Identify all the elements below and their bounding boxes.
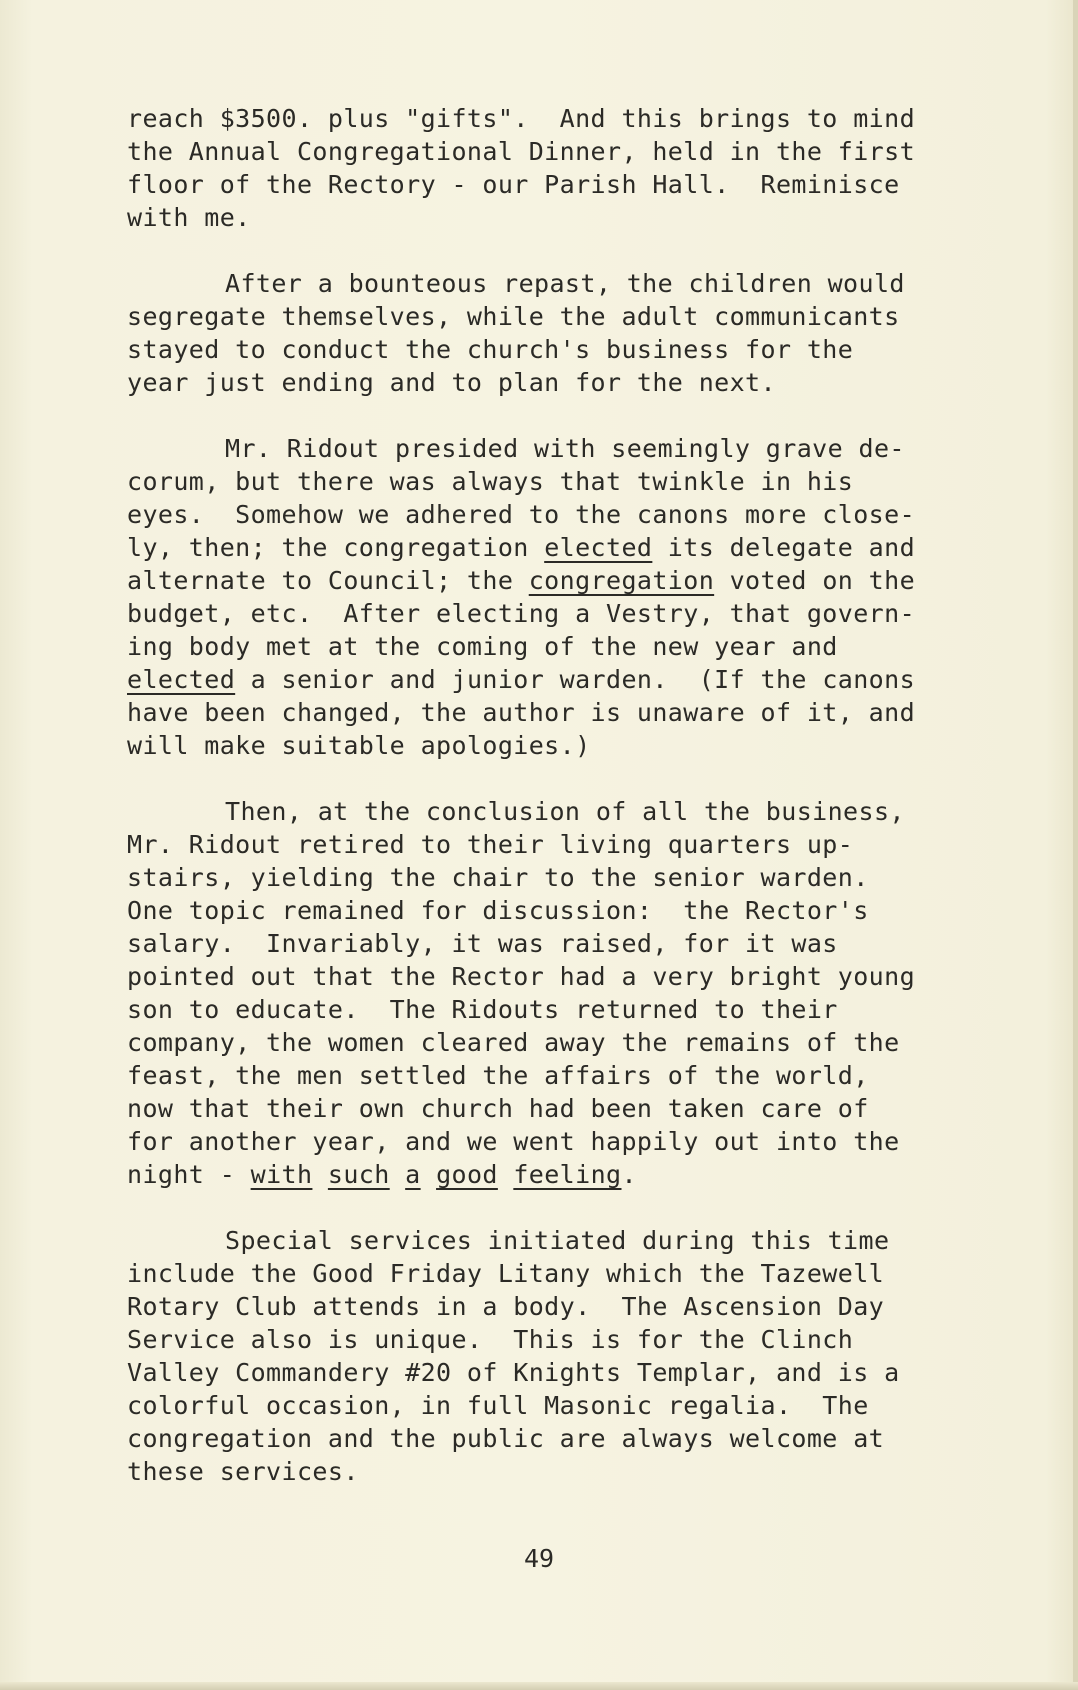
paragraph xyxy=(127,1224,987,1488)
text-run: eyes. Somehow we adhered to the canons more close- xyxy=(127,500,916,529)
text-line xyxy=(127,1026,987,1059)
text-line xyxy=(127,300,987,333)
underlined-word: with xyxy=(250,1160,313,1189)
text-line xyxy=(127,564,987,597)
text-line xyxy=(127,366,987,399)
underlined-word: a xyxy=(405,1160,421,1189)
text-run: for another year, and we went happily out into the xyxy=(127,1127,900,1156)
text-run xyxy=(498,1160,513,1189)
text-line xyxy=(127,1422,987,1455)
underlined-word: congregation xyxy=(528,566,715,595)
text-run: ing body met at the coming of the new year and xyxy=(127,632,838,661)
text-line xyxy=(127,894,987,927)
text-run: One topic remained for discussion: the Rector's xyxy=(127,896,869,925)
text-line xyxy=(127,465,987,498)
text-line xyxy=(127,696,987,729)
text-run: Valley Commandery #20 of Knights Templar, and is a xyxy=(127,1358,900,1387)
text-run xyxy=(421,1160,436,1189)
text-run: floor of the Rectory - our Parish Hall. Reminisce xyxy=(127,170,900,199)
text-run: night - xyxy=(127,1160,251,1189)
text-run: voted on the xyxy=(714,566,916,595)
text-run: stayed to conduct the church's business for the xyxy=(127,335,854,364)
text-line xyxy=(127,663,987,696)
underlined-word: feeling xyxy=(513,1160,622,1189)
text-run xyxy=(390,1160,405,1189)
text-run: have been changed, the author is unaware of it, and xyxy=(127,698,916,727)
text-run: these services. xyxy=(127,1457,359,1486)
text-run xyxy=(312,1160,327,1189)
text-line xyxy=(127,597,987,630)
text-line xyxy=(127,1158,987,1191)
text-line xyxy=(127,828,987,861)
paragraph xyxy=(127,795,987,1191)
text-run: . xyxy=(621,1160,637,1189)
text-run: year just ending and to plan for the next. xyxy=(127,368,776,397)
text-run: with me. xyxy=(127,203,251,232)
underlined-word: good xyxy=(436,1160,498,1189)
text-line xyxy=(127,432,987,465)
text-line xyxy=(127,729,987,762)
text-run: salary. Invariably, it was raised, for it was xyxy=(127,929,838,958)
text-run: colorful occasion, in full Masonic regalia. The xyxy=(127,1391,869,1420)
page-edge-right xyxy=(1073,0,1078,1690)
text-line xyxy=(127,795,987,828)
text-line xyxy=(127,333,987,366)
text-run: reach $3500. plus "gifts". And this brings to mind xyxy=(127,104,916,133)
paragraph xyxy=(127,432,987,762)
paragraph xyxy=(127,267,987,399)
text-run: pointed out that the Rector had a very bright young xyxy=(127,962,916,991)
text-run: will make suitable apologies.) xyxy=(127,731,591,760)
text-run: After a bounteous repast, the children would xyxy=(225,269,905,298)
text-line xyxy=(127,102,987,135)
text-run: Mr. Ridout retired to their living quarters up- xyxy=(127,830,854,859)
text-line xyxy=(127,498,987,531)
text-run: alternate to Council; the xyxy=(127,566,529,595)
text-run: son to educate. The Ridouts returned to their xyxy=(127,995,838,1024)
text-run: Rotary Club attends in a body. The Ascension Day xyxy=(127,1292,885,1321)
text-run: Mr. Ridout presided with seemingly grave de- xyxy=(225,434,905,463)
text-run: Then, at the conclusion of all the business, xyxy=(225,797,905,826)
text-line xyxy=(127,861,987,894)
paragraph xyxy=(127,102,987,234)
text-line xyxy=(127,1323,987,1356)
text-line xyxy=(127,927,987,960)
text-line xyxy=(127,1092,987,1125)
text-line xyxy=(127,993,987,1026)
text-line xyxy=(127,1290,987,1323)
text-run: budget, etc. After electing a Vestry, that govern- xyxy=(127,599,916,628)
text-line xyxy=(127,1224,987,1257)
text-run: stairs, yielding the chair to the senior warden. xyxy=(127,863,869,892)
text-run: ly, then; the congregation xyxy=(127,533,545,562)
text-line xyxy=(127,1257,987,1290)
text-run: Special services initiated during this time xyxy=(225,1226,890,1255)
text-line xyxy=(127,267,987,300)
text-line xyxy=(127,1455,987,1488)
underlined-word: elected xyxy=(127,665,236,694)
text-run: company, the women cleared away the remains of the xyxy=(127,1028,900,1057)
text-line xyxy=(127,1389,987,1422)
text-line xyxy=(127,135,987,168)
text-run: its delegate and xyxy=(652,533,916,562)
page-number: 49 xyxy=(523,1544,555,1573)
text-line xyxy=(127,630,987,663)
text-line xyxy=(127,1125,987,1158)
text-run: feast, the men settled the affairs of the world, xyxy=(127,1061,869,1090)
text-run: corum, but there was always that twinkle in his xyxy=(127,467,854,496)
text-line xyxy=(127,1059,987,1092)
text-run: the Annual Congregational Dinner, held in the first xyxy=(127,137,916,166)
text-line xyxy=(127,168,987,201)
body-text xyxy=(127,102,987,1521)
page-edge-bottom xyxy=(0,1682,1078,1690)
text-line xyxy=(127,531,987,564)
text-run: now that their own church had been taken care of xyxy=(127,1094,869,1123)
underlined-word: such xyxy=(327,1160,390,1189)
text-run: include the Good Friday Litany which the Tazewell xyxy=(127,1259,885,1288)
text-line xyxy=(127,1356,987,1389)
text-run: Service also is unique. This is for the Clinch xyxy=(127,1325,854,1354)
text-run: congregation and the public are always welcome at xyxy=(127,1424,885,1453)
underlined-word: elected xyxy=(544,533,653,562)
text-line xyxy=(127,201,987,234)
text-run: segregate themselves, while the adult communicants xyxy=(127,302,900,331)
text-line xyxy=(127,960,987,993)
text-run: a senior and junior warden. (If the canons xyxy=(235,665,916,694)
